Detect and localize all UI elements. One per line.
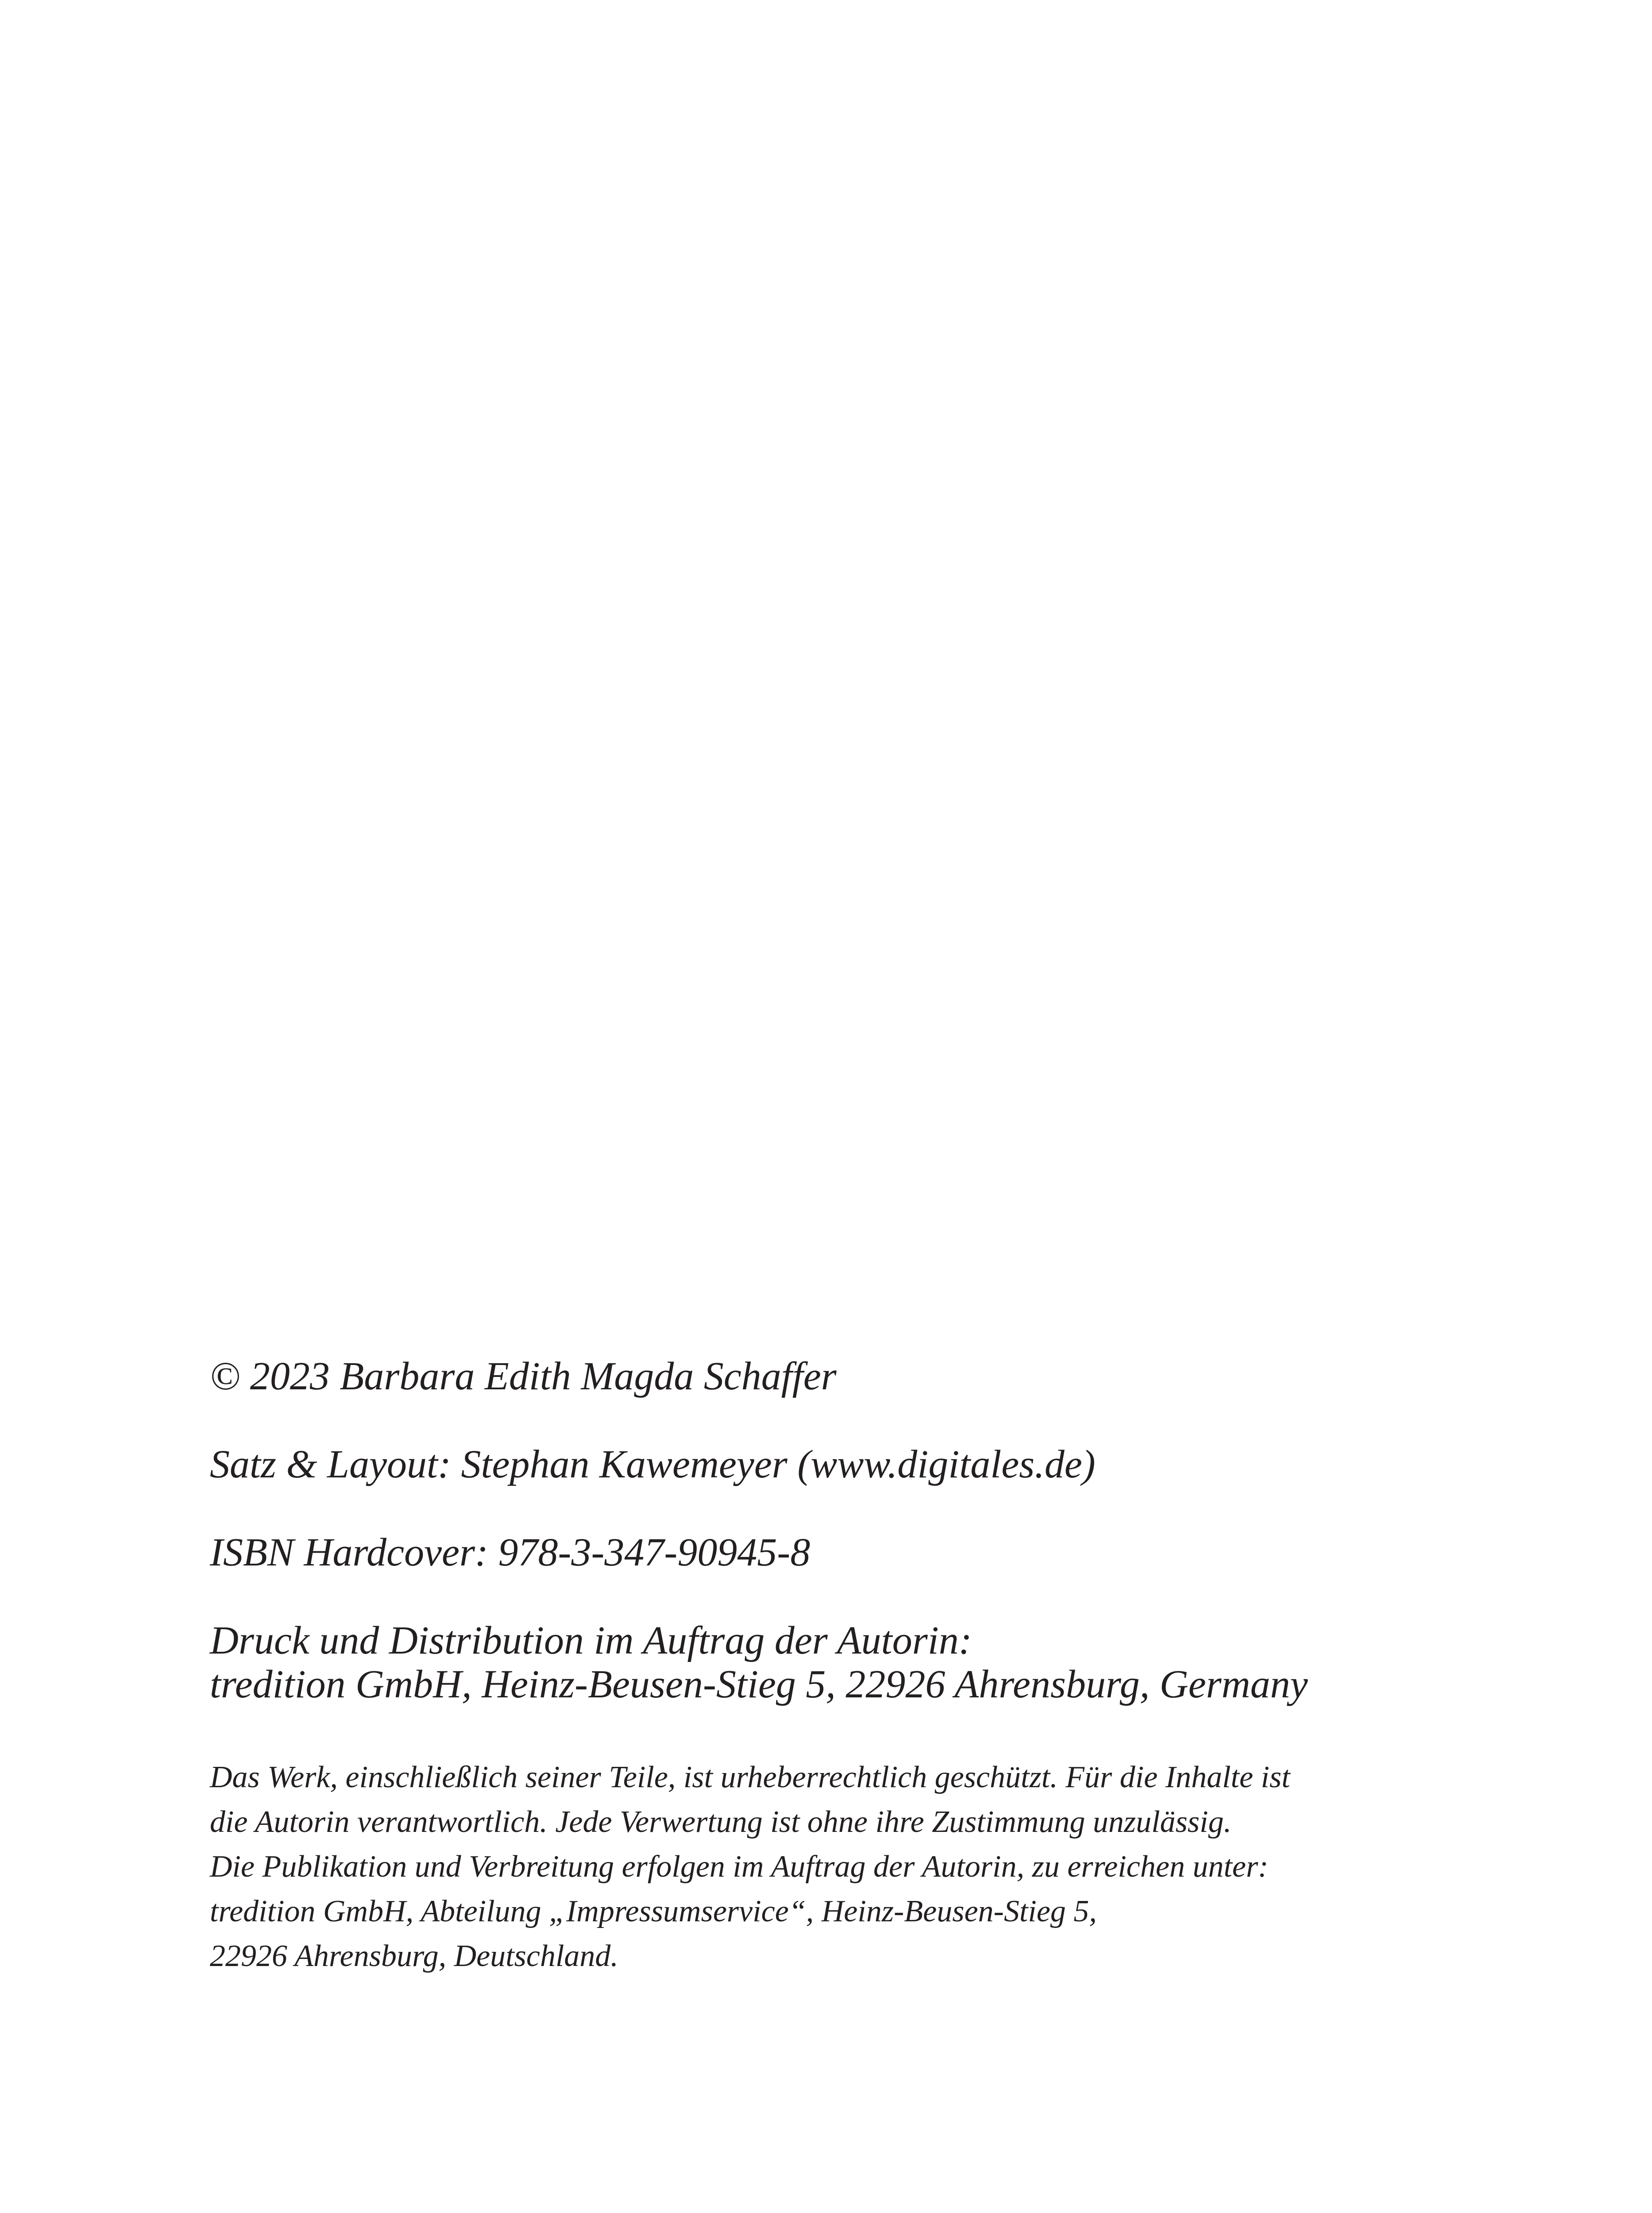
isbn-line: ISBN Hardcover: 978-3-347-90945-8 (210, 1531, 811, 1574)
legal-line-2: die Autorin verantwortlich. Jede Verwertung ist ohne ihre Zustimmung unzulässig. (210, 1805, 1231, 1839)
distribution-line-2: tredition GmbH, Heinz-Beusen-Stieg 5, 22926 Ahrensburg, Germany (210, 1662, 1308, 1706)
imprint-block (210, 1354, 1538, 1978)
legal-line-5: 22926 Ahrensburg, Deutschland. (210, 1939, 618, 1973)
distribution-line-1: Druck und Distribution im Auftrag der Autorin: (210, 1619, 972, 1662)
legal-line-4: tredition GmbH, Abteilung „Impressumservice“, Heinz-Beusen-Stieg 5, (210, 1894, 1097, 1928)
copyright-line: © 2023 Barbara Edith Magda Schaffer (210, 1354, 837, 1398)
legal-line-1: Das Werk, einschließlich seiner Teile, ist urheberrechtlich geschützt. Für die Inhalte ist (210, 1760, 1290, 1794)
distribution-block (210, 1619, 1538, 1706)
layout-credit-line: Satz & Layout: Stephan Kawemeyer (www.digitales.de) (210, 1442, 1096, 1486)
legal-line-3: Die Publikation und Verbreitung erfolgen im Auftrag der Autorin, zu erreichen unter: (210, 1850, 1269, 1884)
legal-notice (210, 1755, 1538, 1978)
